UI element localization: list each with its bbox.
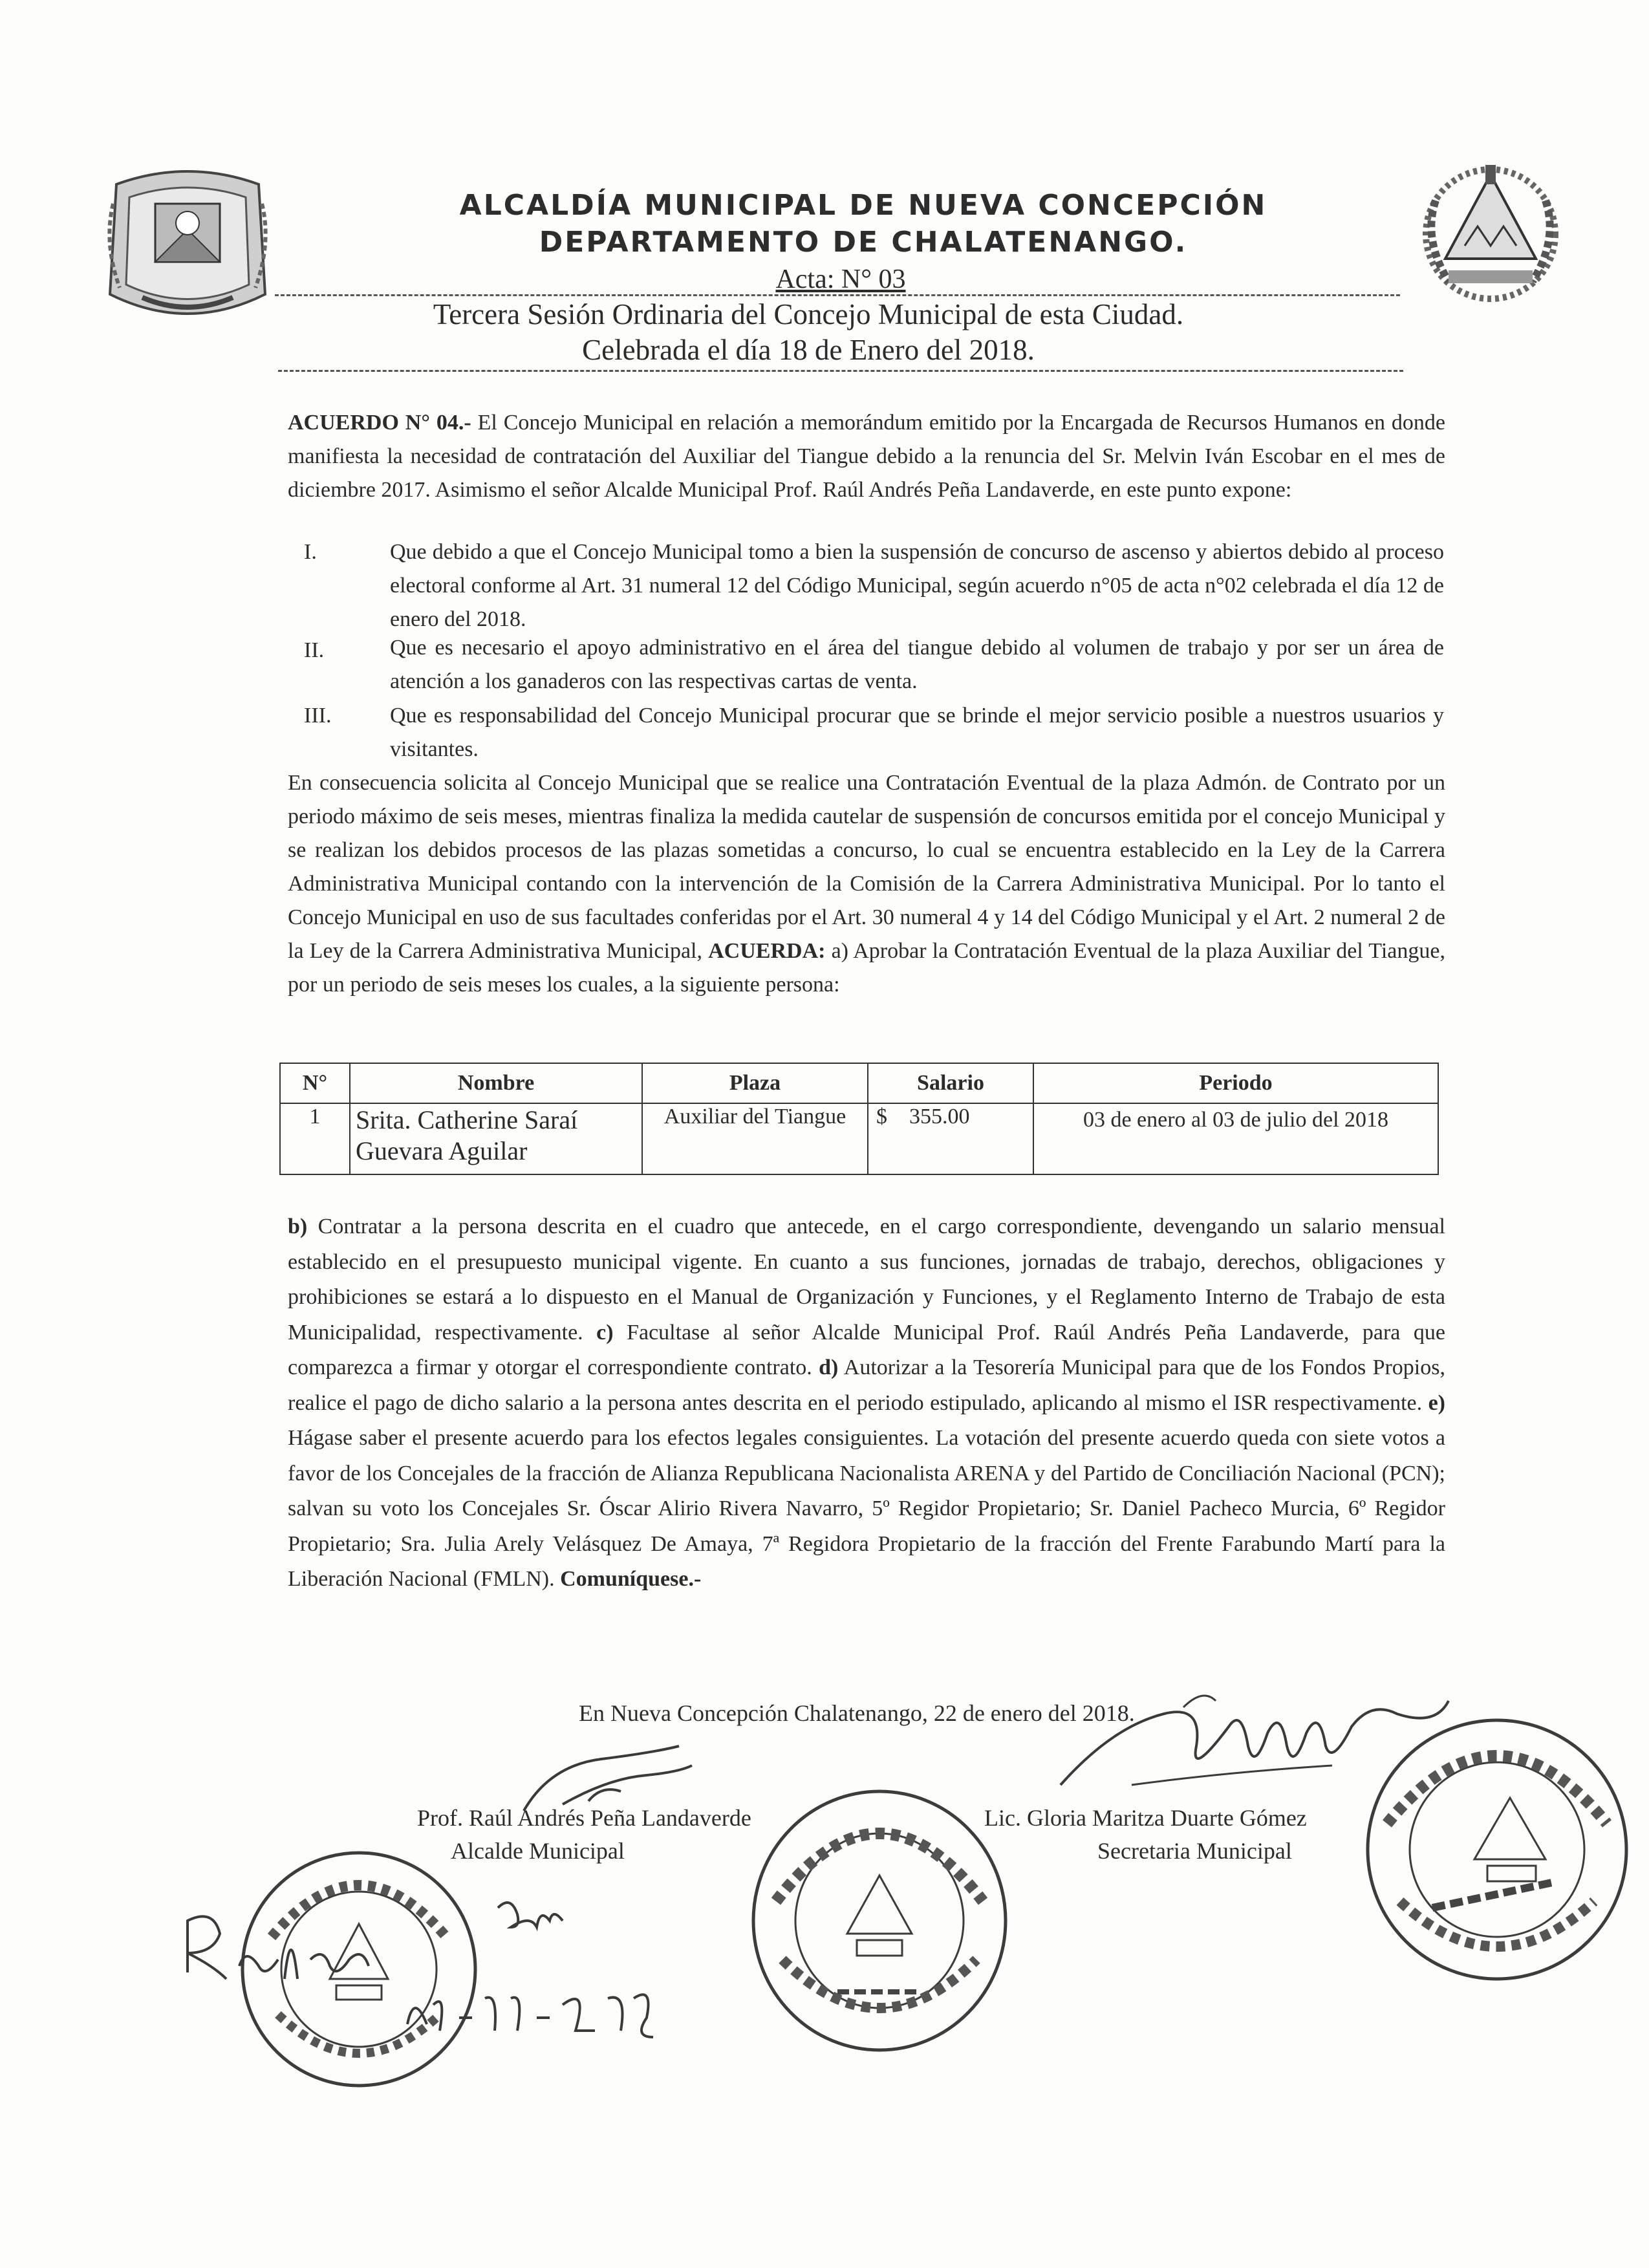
cell-period: 03 de enero al 03 de julio del 2018 (1033, 1103, 1438, 1174)
signer-role: Secretaria Municipal (1097, 1838, 1292, 1864)
consequence-paragraph: En consecuencia solicita al Concejo Municipal que se realice una Contratación Eventual de la plaza Admón. de Contrato por un periodo máximo de seis meses, mientras finaliza la medida cautelar de suspensión de concursos emitida por el concejo Municipal y se realizan los debidos procesos de las plazas sometidas a concurso, lo cual se encuentra establecido en la Ley de la Carrera Administrativa Municipal contando con la intervención de la Comisión de la Carrera Administrativa Municipal. Por lo tanto el Concejo Municipal en uso de sus facultades conferidas por el Art. 30 numeral 4 y 14 del Código Municipal y el Art. 2 numeral 2 de la Ley de la Carrera Administrativa Municipal, ACUERDA: a) Aprobar la Contratación Eventual de la plaza Auxiliar del Tiangue, por un periodo de seis meses los cuales, a la siguiente persona: (288, 771, 1445, 997)
header-divider (278, 370, 1403, 372)
col-header: Nombre (350, 1063, 642, 1103)
item-text: Que debido a que el Concejo Municipal tomo a bien la suspensión de concurso de ascenso y abiertos debido al proceso electoral conforme al Art. 31 numeral 12 del Código Municipal, según acuerdo n°05 de acta n°02 celebrada el día 12 de enero del 2018. (390, 540, 1444, 631)
place-date: En Nueva Concepción Chalatenango, 22 de enero del 2018. (579, 1700, 1135, 1726)
session-title: Tercera Sesión Ordinaria del Concejo Municipal de esta Ciudad. (433, 298, 1184, 330)
col-header: N° (280, 1063, 350, 1103)
header-divider (275, 294, 1400, 296)
agreement-intro: ACUERDO N° 04.- El Concejo Municipal en relación a memorándum emitido por la Encargada de Recursos Humanos en donde manifiesta la necesidad de contratación del Auxiliar del Tiangue debido a la renuncia del Sr. Melvin Iván Escobar en el mes de diciembre 2017. Asimismo el señor Alcalde Municipal Prof. Raúl Andrés Peña Landaverde, en este punto expone: (288, 411, 1445, 502)
table-header-row (280, 1063, 1438, 1103)
hiring-table (279, 1063, 1439, 1175)
col-header: Salario (868, 1063, 1033, 1103)
mayor-stamp-icon (747, 1785, 1012, 2057)
handwritten-received-note (175, 1895, 673, 2050)
col-header: Plaza (642, 1063, 868, 1103)
cell-salary: $ 355.00 (868, 1103, 1033, 1174)
closing-word: Comuníquese.- (560, 1567, 702, 1591)
header-subtitle: DEPARTAMENTO DE CHALATENANGO. (539, 226, 1188, 259)
signer-role: Alcalde Municipal (451, 1838, 625, 1864)
agreement-label: ACUERDO N° 04.- (288, 411, 471, 435)
municipal-crest-icon (103, 165, 272, 323)
header-title: ALCALDÍA MUNICIPAL DE NUEVA CONCEPCIÓN (459, 189, 1267, 222)
col-header: Periodo (1033, 1063, 1438, 1103)
item-text: Que es responsabilidad del Concejo Municipal procurar que se brinde el mejor servicio posible a nuestros usuarios y visitantes. (390, 704, 1444, 761)
cell-number: 1 (280, 1103, 350, 1174)
cell-name: Srita. Catherine Saraí Guevara Aguilar (350, 1103, 642, 1174)
resolution-paragraph: b) Contratar a la persona descrita en el cuadro que antecede, en el cargo correspondiente, devengando un salario mensual establecido en el presupuesto municipal vigente. En cuanto a sus funciones, jornadas de trabajo, derechos, obligaciones y prohibiciones se estará a lo dispuesto en el Manual de Organización y Funciones, y el Reglamento Interno de Trabajo de esta Municipalidad, respectivamente. c) Facultase al señor Alcalde Municipal Prof. Raúl Andrés Peña Landaverde, para que comparezca a firmar y otorgar el correspondiente contrato. d) Autorizar a la Tesorería Municipal para que de los Fondos Propios, realice el pago de dicho salario a la persona antes descrita en el periodo estipulado, aplicando al mismo el ISR respectivamente. e) Hágase saber el presente acuerdo para los efectos legales consiguientes. La votación del presente acuerdo queda con siete votos a favor de los Concejales de la fracción de Alianza Republicana Nacionalista ARENA y del Partido de Conciliación Nacional (PCN); salvan su voto los Concejales Sr. Óscar Alirio Rivera Navarro, 5º Regidor Propietario; Sr. Daniel Pacheco Murcia, 6º Regidor Propietario; Sra. Julia Arely Velásquez De Amaya, 7ª Regidora Propietario de la fracción del Frente Farabundo Martí para la Liberación Nacional (FMLN). Comuníquese.- (288, 1215, 1445, 1591)
cell-plaza: Auxiliar del Tiangue (642, 1103, 868, 1174)
acta-number: Acta: N° 03 (775, 265, 906, 294)
signer-name: Prof. Raúl Andrés Peña Landaverde (417, 1805, 751, 1831)
secretary-stamp-icon (1361, 1714, 1633, 1985)
acuerda-label: ACUERDA: (708, 939, 826, 963)
item-number: I. (304, 540, 317, 564)
table-row (280, 1103, 1438, 1174)
item-number: II. (304, 638, 325, 662)
national-coat-of-arms-icon (1410, 162, 1571, 307)
session-date: Celebrada el día 18 de Enero del 2018. (582, 334, 1035, 366)
item-text: Que es necesario el apoyo administrativo en el área del tiangue debido al volumen de trabajo y por ser un área de atención a los ganaderos con las respectivas cartas de venta. (390, 636, 1444, 693)
signer-name: Lic. Gloria Maritza Duarte Gómez (984, 1805, 1307, 1831)
item-number: III. (304, 704, 332, 728)
